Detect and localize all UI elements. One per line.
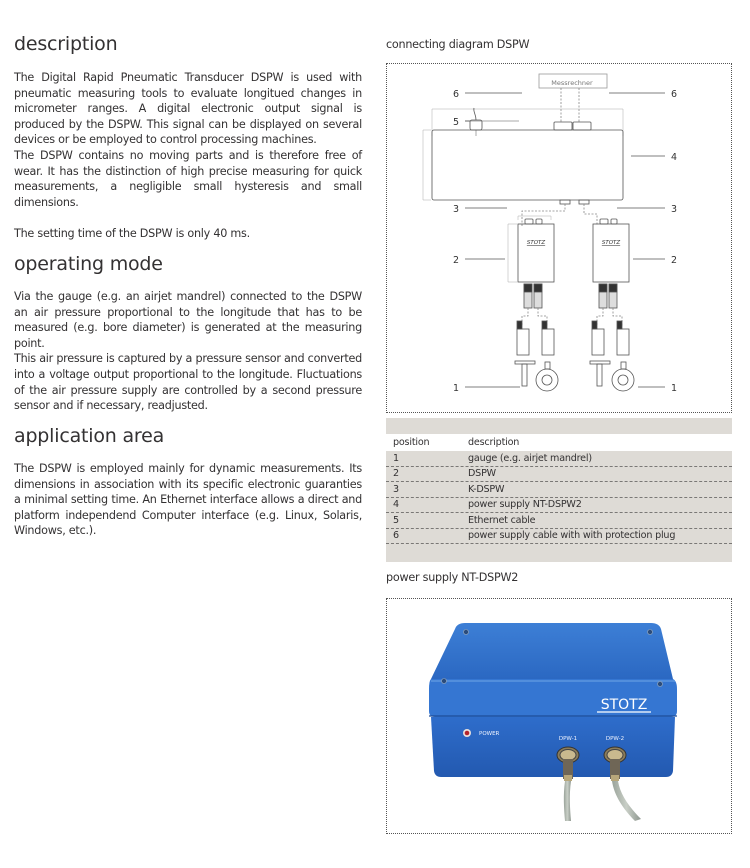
row-description: gauge (e.g. airjet mandrel) <box>468 452 592 464</box>
callout-5: 5 <box>453 117 460 128</box>
callout-1-left: 1 <box>453 383 460 394</box>
power-supply-drawing <box>432 130 623 200</box>
row-position: 6 <box>393 530 399 542</box>
legend-table <box>386 418 732 562</box>
table-footer-band <box>386 544 732 562</box>
description-heading: description <box>14 33 118 55</box>
computer-label: Messrechner <box>551 79 593 87</box>
operating-mode-paragraph: This air pressure is captured by a pressure sensor and converted into a voltage output proportional to the longitude. Fluctuations of the air pressure supply are controlled by a second pressure sensor and if necessary, readjusted. <box>14 352 362 413</box>
application-area-body <box>14 461 362 539</box>
callout-6-left: 6 <box>453 89 460 100</box>
dspw-left-brand: STOTZ <box>526 240 546 246</box>
row-description: power supply cable with with protection plug <box>468 530 676 542</box>
callout-2-right: 2 <box>671 255 678 266</box>
photo-caption: power supply NT-DSPW2 <box>386 571 519 584</box>
port2-label: DPW-2 <box>605 736 625 742</box>
row-description: power supply NT-DSPW2 <box>468 499 582 511</box>
description-body <box>14 70 362 242</box>
callout-2-left: 2 <box>453 255 460 266</box>
description-paragraph: The DSPW contains no moving parts and is therefore free of wear. It has the distinction of high precise measuring for quick measurements, a negligible small hysteresis and small dimensions. <box>14 148 362 209</box>
diagram-drawing <box>387 64 731 412</box>
table-row <box>386 482 732 498</box>
callout-6-right: 6 <box>671 89 678 100</box>
row-position: 2 <box>393 468 399 480</box>
operating-mode-body <box>14 289 362 414</box>
power-supply-photo <box>386 598 732 834</box>
callout-3-left: 3 <box>453 204 460 215</box>
table-row <box>386 529 732 545</box>
row-position: 1 <box>393 452 399 464</box>
application-area-paragraph: The DSPW is employed mainly for dynamic measurements. Its dimensions in association with its specific electronic guaranties a minimal setting time. An Ethernet interface allows a direct and platform independend Computer interface (e.g. Linux, Solaris, Windows, etc.). <box>14 462 362 538</box>
row-description: K-DSPW <box>468 483 505 495</box>
connecting-diagram <box>386 63 732 413</box>
callout-4: 4 <box>671 152 678 163</box>
row-position: 5 <box>393 514 399 526</box>
power-label: POWER <box>479 731 500 737</box>
dspw-right-brand: STOTZ <box>601 240 621 246</box>
table-row <box>386 467 732 483</box>
cable-dpw2 <box>612 781 641 821</box>
row-description: DSPW <box>468 468 496 480</box>
diagram-caption: connecting diagram DSPW <box>386 38 530 51</box>
callout-3-right: 3 <box>671 204 678 215</box>
table-row <box>386 513 732 529</box>
callout-1-right: 1 <box>671 383 678 394</box>
operating-mode-paragraph: Via the gauge (e.g. an airjet mandrel) connected to the DSPW an air pressure proportional to the longitude that has to be measured (e.g. bore diameter) is generated at the measuring point. <box>14 290 362 350</box>
header-position: position <box>393 437 430 448</box>
dspw-left-drawing <box>518 224 554 282</box>
dspw-right-drawing <box>593 224 629 282</box>
operating-mode-heading: operating mode <box>14 253 163 275</box>
table-row <box>386 498 732 514</box>
brand-label: STOTZ <box>600 697 648 713</box>
row-description: Ethernet cable <box>468 514 536 526</box>
application-area-heading: application area <box>14 425 165 447</box>
table-row <box>386 451 732 467</box>
description-paragraph: The setting time of the DSPW is only 40 ms. <box>14 226 250 240</box>
header-description: description <box>468 437 520 448</box>
power-supply-image <box>387 599 731 833</box>
table-top-band <box>386 418 732 434</box>
description-paragraph: The Digital Rapid Pneumatic Transducer DSPW is used with pneumatic measuring tools to evaluate longitued changes in micrometer ranges. A digital electronic output signal is produced by the DSPW. This signal can be displayed on several devices or be employed to control processing machines. <box>14 71 362 147</box>
row-position: 3 <box>393 483 399 495</box>
table-header <box>386 434 732 451</box>
box-front <box>431 717 675 777</box>
port1-label: DPW-1 <box>558 736 578 742</box>
cable-dpw1 <box>564 781 571 821</box>
row-position: 4 <box>393 499 399 511</box>
power-led <box>465 731 470 736</box>
